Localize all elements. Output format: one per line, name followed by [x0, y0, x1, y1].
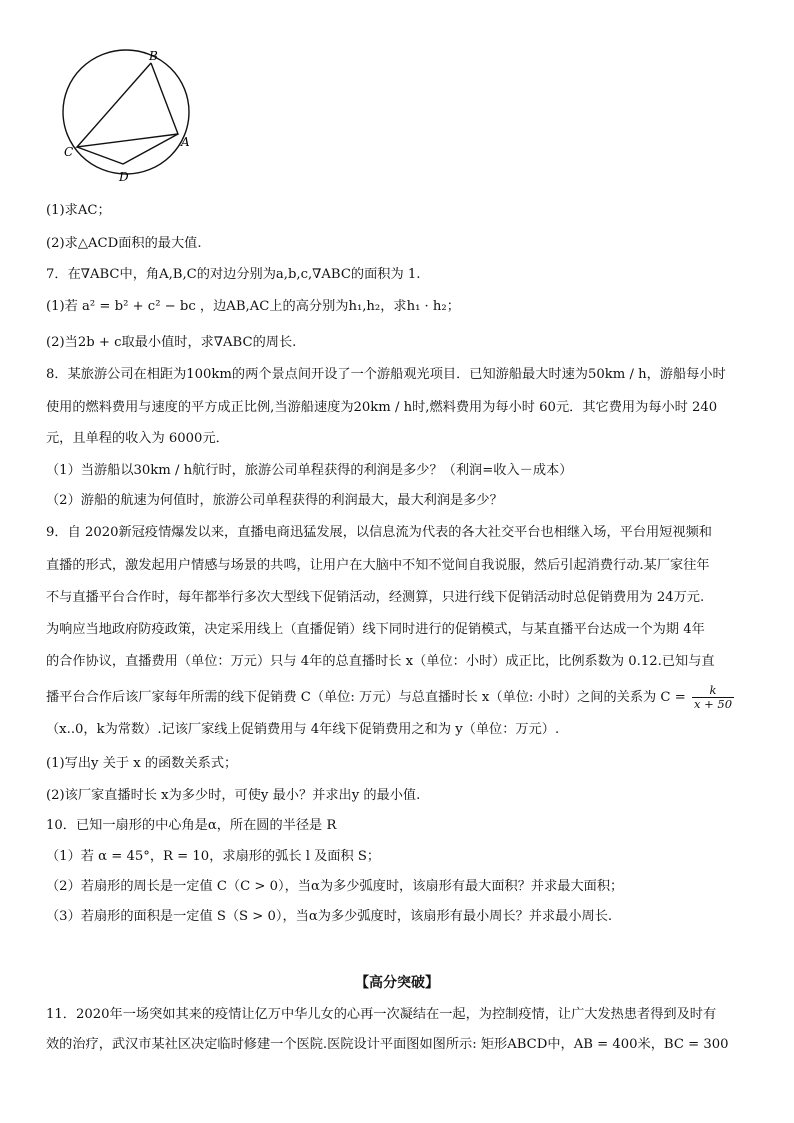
q7-part1: (1)若 a² = b² + c² − bc ，边AB,AC上的高分别为h₁,h₂，求h₁ · h₂； — [46, 299, 460, 314]
triangle-acd — [77, 134, 178, 164]
q8-line1: 8．某旅游公司在相距为100km的两个景点间开设了一个游船观光项目．已知游船最大时速为50km / h，游船每小时 — [46, 367, 726, 382]
q10-part3: （3）若扇形的面积是一定值 S（S > 0），当α为多少弧度时，该扇形有最小周长？并求最小周长. — [46, 909, 613, 924]
q9-line7: （x..0，k为常数）.记该厂家线上促销费用与 4年线下促销费用之和为 y（单位：万元）. — [46, 722, 560, 737]
q9-line1: 9．自 2020新冠疫情爆发以来，直播电商迅猛发展，以信息流为代表的各大社交平台也相继入场，平台用短视频和 — [46, 525, 712, 540]
fraction-numerator: k — [692, 684, 734, 698]
q9-line5: 的合作协议，直播费用（单位：万元）只与 4年的总直播时长 x（单位：小时）成正比，比例系数为 0.12.已知与直 — [46, 654, 715, 669]
label-d: D — [119, 170, 129, 184]
q9-part2: (2)该厂家直播时长 x为多少时，可使y 最小？并求出y 的最小值. — [46, 788, 421, 803]
fraction-denominator: x + 50 — [693, 697, 733, 711]
q8-part2: （2）游船的航速为何值时，旅游公司单程获得的利润最大，最大利润是多少？ — [46, 493, 503, 508]
q6-part2: (2)求△ACD面积的最大值. — [46, 236, 202, 251]
q8-line2: 使用的燃料费用与速度的平方成正比例,当游船速度为20km / h时,燃料费用为每小时 60元．其它费用为每小时 240 — [46, 400, 718, 415]
q8-line3: 元，且单程的收入为 6000元． — [46, 431, 229, 446]
label-b: B — [149, 49, 158, 63]
circle-figure-svg — [56, 48, 196, 190]
q9-line2: 直播的形式，激发起用户情感与场景的共鸣，让用户在大脑中不知不觉间自我说服，然后引起消费行动.某厂家往年 — [46, 558, 710, 573]
q7-part2: (2)当2b + c取最小值时，求∇ABC的周长. — [46, 335, 297, 350]
triangle-abc — [77, 63, 178, 147]
fraction — [692, 684, 734, 711]
label-c: C — [64, 145, 74, 159]
q10-part2: （2）若扇形的周长是一定值 C（C > 0），当α为多少弧度时，该扇形有最大面积？并求最大面积； — [46, 879, 624, 894]
q9-line6 — [46, 684, 754, 711]
q11-line2: 效的治疗，武汉市某社区决定临时修建一个医院.医院设计平面图如图所示: 矩形ABCD中，AB = 400米，BC = 300 — [46, 1037, 729, 1052]
q9-line3: 不与直播平台合作时，每年都举行多次大型线下促销活动，经测算，只进行线下促销活动时总促销费用为 24万元. — [46, 590, 705, 605]
q10-stem: 10．已知一扇形的中心角是α，所在圆的半径是 R — [46, 818, 337, 833]
q6-part1: (1)求AC； — [46, 203, 111, 218]
q10-part1: （1）若 α = 45°，R = 10，求扇形的弧长 l 及面积 S； — [46, 849, 381, 864]
q9-part1: (1)写出y 关于 x 的函数关系式； — [46, 756, 238, 771]
q7-stem: 7．在∇ABC中，角A,B,C的对边分别为a,b,c,∇ABC的面积为 1. — [46, 267, 421, 282]
circle-triangle-figure — [56, 48, 196, 190]
q11-line1: 11．2020年一场突如其来的疫情让亿万中华儿女的心再一次凝结在一起，为控制疫情，让广大发热患者得到及时有 — [46, 1007, 717, 1022]
q8-part1: （1）当游船以30km / h航行时，旅游公司单程获得的利润是多少？（利润=收入－成本） — [46, 463, 573, 478]
q9-line4: 为响应当地政府防疫政策，决定采用线上（直播促销）线下同时进行的促销模式，与某直播平台达成一个为期 4年 — [46, 622, 705, 637]
label-a: A — [181, 135, 190, 149]
q9-line6-text: 播平台合作后该厂家每年所需的线下促销费 C（单位: 万元）与总直播时长 x（单位: 小时）之间的关系为 C = — [46, 690, 686, 705]
section-title: 【高分突破】 — [355, 975, 439, 991]
